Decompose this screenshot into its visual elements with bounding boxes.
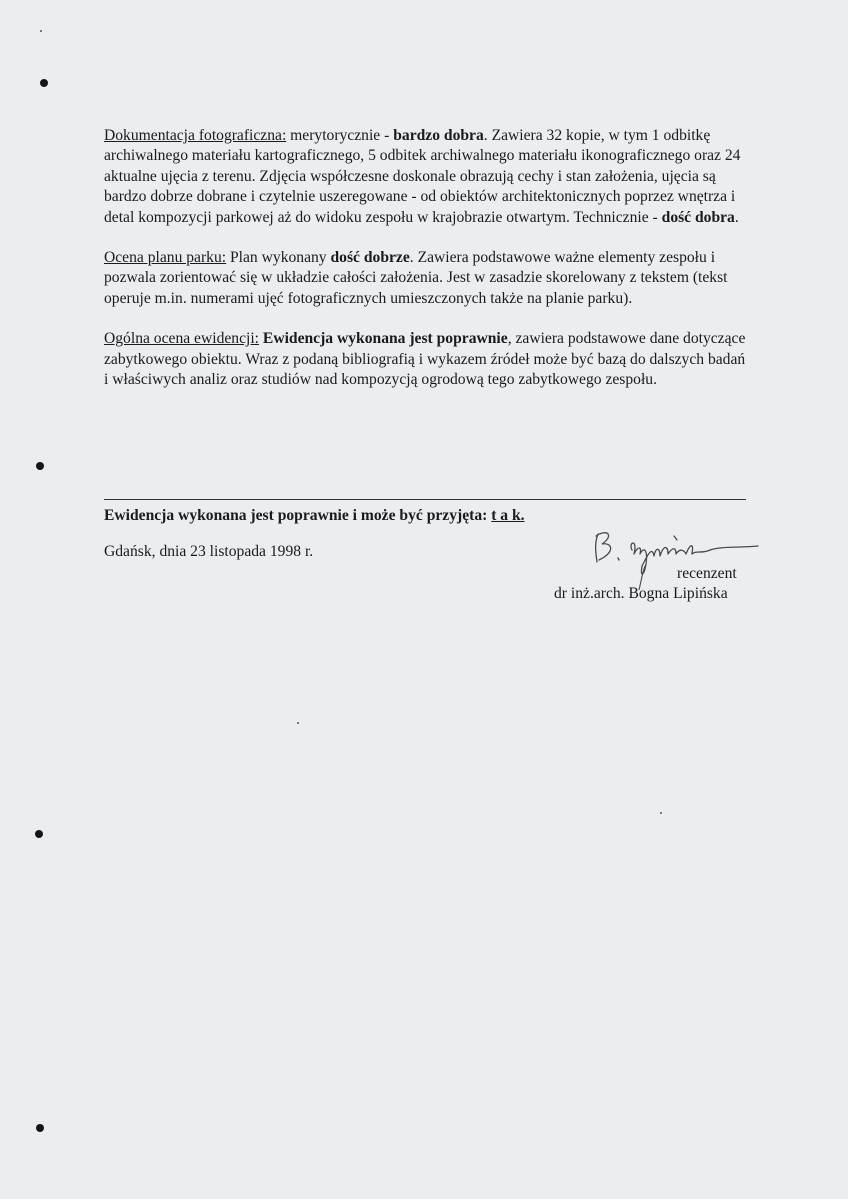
text-run: . <box>734 208 739 226</box>
label-park-plan: Ocena planu parku: <box>104 249 227 267</box>
verdict-line <box>104 507 525 525</box>
text-run: Plan wykonany <box>226 249 331 267</box>
speck <box>40 30 42 32</box>
text-run: . Zawiera podstawowe ważne elementy zespołu i pozwala zorientować się w układzie całości założenia. Jest w zasadzie skorelowany z tekstem (tekst operuje m.in. numerami ujęć fotograficznych umieszczonych także na planie parku). <box>104 249 728 307</box>
bold-run: dość dobrze <box>330 249 410 267</box>
divider-line <box>104 499 746 500</box>
punch-hole-2 <box>36 462 44 470</box>
paragraph-general-assessment <box>104 329 748 390</box>
reviewer-name: dr inż.arch. Bogna Lipińska <box>554 585 728 602</box>
paragraph-park-plan <box>104 248 748 309</box>
bold-run: Ewidencja wykonana jest poprawnie <box>262 330 508 348</box>
paragraph-photo-documentation <box>104 126 748 228</box>
text-run: . Zawiera 32 kopie, w tym 1 odbitkę archiwalnego materiału kartograficznego, 5 odbitek archiwalnego materiału ikonograficznego oraz 24 aktualne ujęcia z terenu. Zdjęcia współczesne doskonale obrazują cechy i stan założenia, ujęcia są bardzo dobrze dobrane i czytelnie uszeregowane - od obiektów architektonicznych poprzez wnętrza i detal kompozycji parkowej aż do widoku zespołu w krajobrazie otwartym. Technicznie - <box>104 127 741 226</box>
label-photo-documentation: Dokumentacja fotograficzna: <box>104 127 287 144</box>
punch-hole-3 <box>35 830 43 838</box>
text-run: merytorycznie - <box>286 127 394 144</box>
bold-run: dość dobra <box>661 208 735 226</box>
verdict-text: Ewidencja wykonana jest poprawnie i może być przyjęta: <box>104 507 492 524</box>
reviewer-role: recenzent <box>677 565 737 582</box>
punch-hole-4 <box>36 1124 44 1132</box>
verdict-answer: t a k. <box>491 507 525 524</box>
label-general-assessment: Ogólna ocena ewidencji: <box>104 330 260 348</box>
place-date: Gdańsk, dnia 23 listopada 1998 r. <box>104 543 314 560</box>
punch-hole-1 <box>40 79 48 87</box>
speck <box>660 812 662 814</box>
body-text <box>104 126 748 410</box>
bold-run: bardzo dobra <box>393 127 484 144</box>
speck <box>297 722 299 724</box>
text-run: , zawiera podstawowe dane dotyczące zabytkowego obiektu. Wraz z podaną bibliografią i wykazem źródeł może być bazą do dalszych badań i właściwych analiz oraz studiów nad kompozycją ogrodową tego zabytkowego zespołu. <box>104 330 746 389</box>
